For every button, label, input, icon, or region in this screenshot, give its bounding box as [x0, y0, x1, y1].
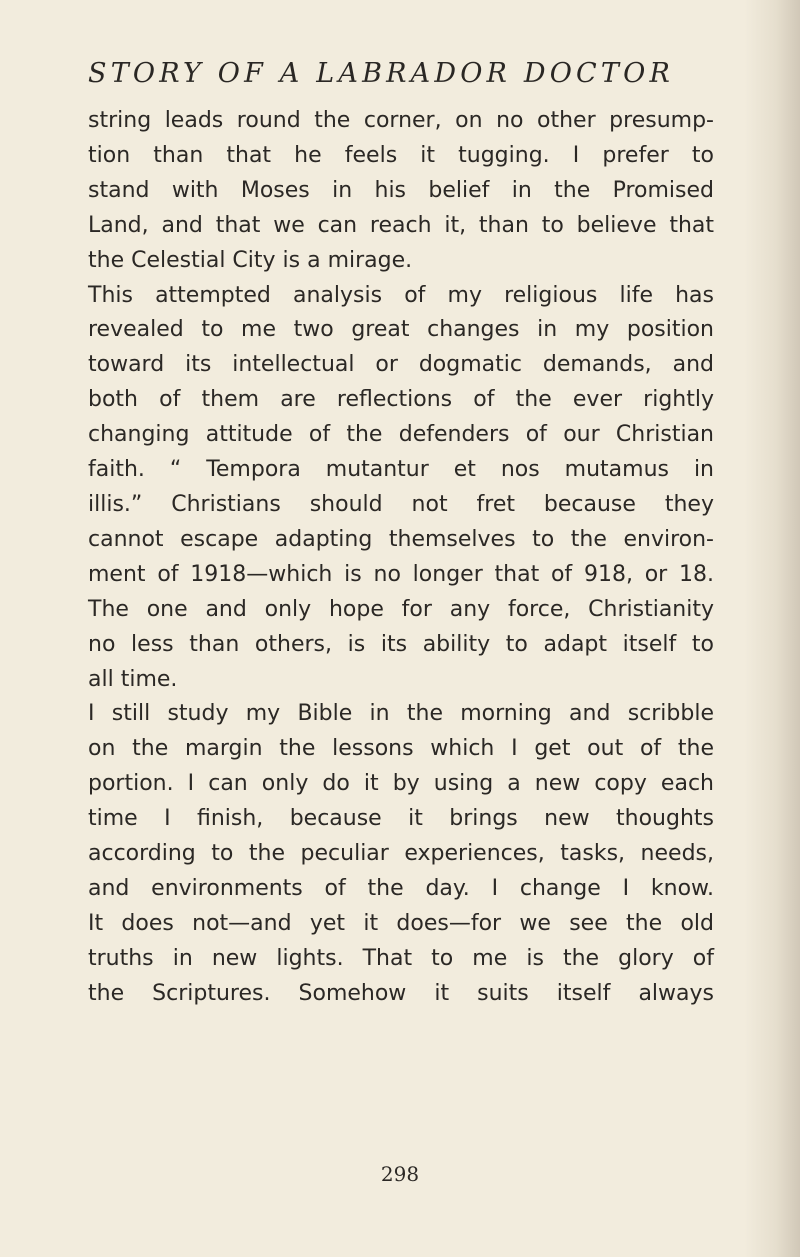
text-line: illis.” Christians should not fret because they — [88, 491, 714, 517]
text-line: This attempted analysis of my religious life has — [88, 282, 714, 308]
text-line: according to the peculiar experiences, tasks, needs, — [88, 841, 714, 867]
text-line: portion. I can only do it by using a new copy each — [88, 771, 714, 797]
body-text — [88, 104, 714, 1012]
running-head: STORY OF A LABRADOR DOCTOR — [88, 58, 674, 89]
text-line: time I finish, because it brings new thoughts — [88, 806, 714, 832]
text-line: It does not—and yet it does—for we see the old — [88, 910, 714, 936]
text-line: both of them are reflections of the ever rightly — [88, 387, 714, 413]
text-line: ment of 1918—which is no longer that of 918, or 18. — [88, 561, 714, 587]
text-line: all time. — [88, 666, 178, 692]
text-line: stand with Moses in his belief in the Promised — [88, 177, 714, 203]
text-line: tion than that he feels it tugging. I prefer to — [88, 142, 714, 168]
text-line: truths in new lights. That to me is the glory of — [88, 945, 714, 971]
text-line: cannot escape adapting themselves to the environ- — [88, 526, 714, 552]
text-line: faith. “ Tempora mutantur et nos mutamus in — [88, 457, 714, 483]
text-line: the Celestial City is a mirage. — [88, 247, 413, 273]
text-line: Land, and that we can reach it, than to believe that — [88, 212, 714, 238]
text-line: revealed to me two great changes in my position — [88, 317, 714, 343]
page-number: 298 — [380, 1162, 420, 1186]
text-line: string leads round the corner, on no other presump- — [88, 108, 714, 133]
text-line: toward its intellectual or dogmatic demands, and — [88, 352, 714, 378]
text-line: changing attitude of the defenders of our Christian — [88, 422, 714, 448]
text-line: The one and only hope for any force, Christianity — [88, 596, 714, 622]
text-line: I still study my Bible in the morning and scribble — [88, 701, 714, 727]
text-line: and environments of the day. I change I know. — [88, 875, 714, 901]
text-line: the Scriptures. Somehow it suits itself always — [88, 980, 714, 1006]
text-line: no less than others, is its ability to adapt itself to — [88, 631, 714, 657]
text-line: on the margin the lessons which I get out of the — [88, 736, 714, 762]
